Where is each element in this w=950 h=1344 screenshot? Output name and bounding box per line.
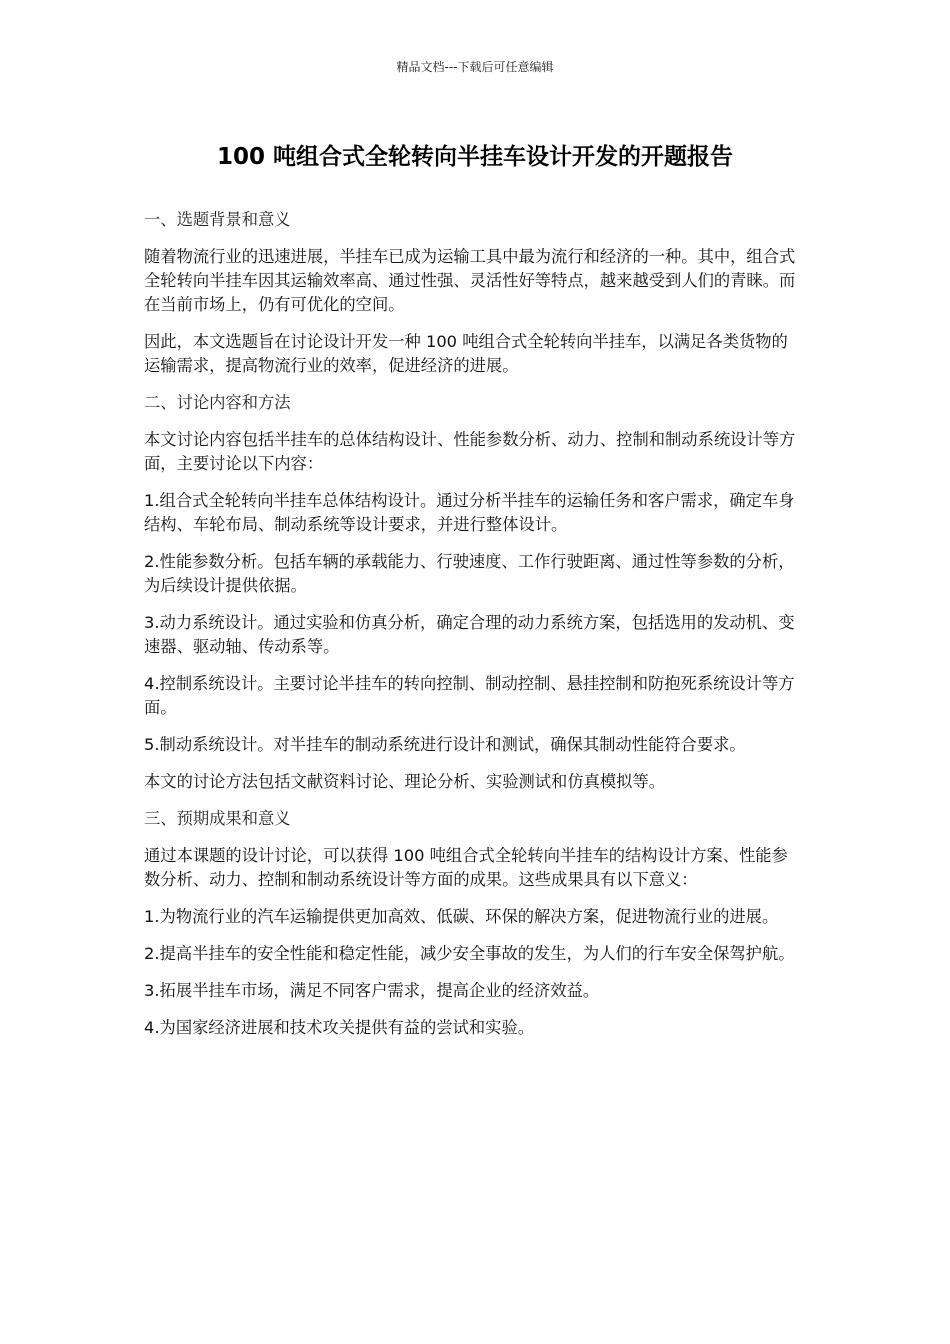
paragraph-outcomes-intro: 通过本课题的设计讨论，可以获得 100 吨组合式全轮转向半挂车的结构设计方案、性能参数分析、动力、控制和制动系统设计等方面的成果。这些成果具有以下意义： [144,846,788,889]
section-heading-outcomes: 三、预期成果和意义 [144,809,291,828]
list-item-outcome-safety: 2.提高半挂车的安全性能和稳定性能，减少安全事故的发生，为人们的行车安全保驾护航。 [144,944,795,963]
list-item-outcome-national: 4.为国家经济进展和技术攻关提供有益的尝试和实验。 [144,1018,535,1037]
list-item-control-system: 4.控制系统设计。主要讨论半挂车的转向控制、制动控制、悬挂控制和防抱死系统设计等方面。 [144,674,795,717]
header-note: 精品文档---下载后可任意编辑 [396,60,554,74]
paragraph-background: 随着物流行业的迅速进展，半挂车已成为运输工具中最为流行和经济的一种。其中，组合式全轮转向半挂车因其运输效率高、通过性强、灵活性好等特点，越来越受到人们的青睐。而在当前市场上，仍有可优化的空间。 [144,247,796,314]
list-item-power-system: 3.动力系统设计。通过实验和仿真分析，确定合理的动力系统方案，包括选用的发动机、变速器、驱动轴、传动系等。 [144,613,795,656]
list-item-performance-analysis: 2.性能参数分析。包括车辆的承载能力、行驶速度、工作行驶距离、通过性等参数的分析，为后续设计提供依据。 [144,552,795,595]
paragraph-methods-summary: 本文的讨论方法包括文献资料讨论、理论分析、实验测试和仿真模拟等。 [144,772,666,791]
document-title: 100 吨组合式全轮转向半挂车设计开发的开题报告 [216,144,734,170]
paragraph-methods-intro: 本文讨论内容包括半挂车的总体结构设计、性能参数分析、动力、控制和制动系统设计等方面，主要讨论以下内容： [144,430,796,473]
list-item-brake-system: 5.制动系统设计。对半挂车的制动系统进行设计和测试，确保其制动性能符合要求。 [144,735,746,754]
paragraph-purpose: 因此，本文选题旨在讨论设计开发一种 100 吨组合式全轮转向半挂车，以满足各类货物的运输需求，提高物流行业的效率，促进经济的进展。 [144,332,788,375]
section-heading-methods: 二、讨论内容和方法 [144,393,291,412]
list-item-outcome-market: 3.拓展半挂车市场，满足不同客户需求，提高企业的经济效益。 [144,981,600,1000]
section-heading-background: 一、选题背景和意义 [144,210,291,229]
list-item-structure-design: 1.组合式全轮转向半挂车总体结构设计。通过分析半挂车的运输任务和客户需求，确定车身结构、车轮布局、制动系统等设计要求，并进行整体设计。 [144,491,795,534]
document-body [144,208,804,1053]
list-item-outcome-logistics: 1.为物流行业的汽车运输提供更加高效、低碳、环保的解决方案，促进物流行业的进展。 [144,907,779,926]
